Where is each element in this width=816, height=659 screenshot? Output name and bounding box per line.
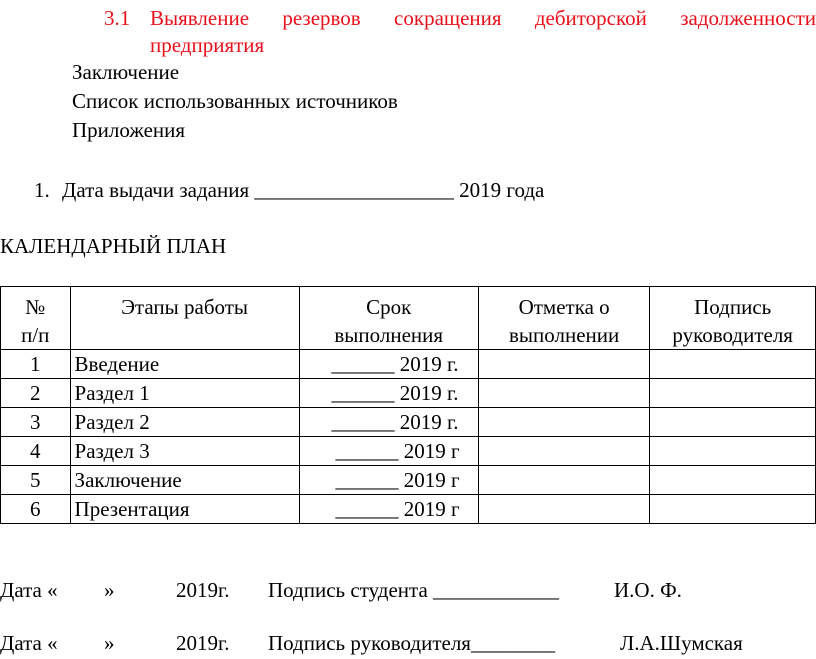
table-row	[1, 379, 816, 408]
row-due: ______ 2019 г.	[299, 350, 478, 379]
supervisor-date-close: »	[104, 631, 115, 655]
row-stage: Раздел 3	[70, 437, 299, 466]
student-date-year: 2019г.	[176, 578, 230, 602]
row-due: ______ 2019 г.	[299, 379, 478, 408]
issue-date-line	[62, 180, 544, 201]
table-row	[1, 437, 816, 466]
row-number: 5	[1, 466, 71, 495]
section-title-line1: Выявление резервов сокращения дебиторской задолженности	[150, 6, 816, 30]
table-row	[1, 495, 816, 524]
student-name: И.О. Ф.	[614, 578, 682, 602]
calendar-plan-table	[0, 286, 816, 524]
plan-title: КАЛЕНДАРНЫЙ ПЛАН	[0, 234, 227, 258]
row-signature-cell[interactable]	[650, 350, 816, 379]
outline-item-appendices: Приложения	[72, 118, 186, 142]
section-title-line2: предприятия	[150, 33, 265, 57]
student-signature-blank: ____________	[433, 578, 560, 602]
row-number: 2	[1, 379, 71, 408]
row-stage: Презентация	[70, 495, 299, 524]
outline-item-references: Список использованных источников	[72, 89, 398, 113]
header-stage: Этапы работы	[70, 287, 299, 350]
header-due: Срок выполнения	[299, 287, 478, 350]
row-mark-cell[interactable]	[478, 408, 649, 437]
supervisor-name: Л.А.Шумская	[620, 631, 743, 655]
row-stage: Заключение	[70, 466, 299, 495]
table-row	[1, 408, 816, 437]
student-date-close: »	[104, 578, 115, 602]
header-signature: Подпись руководителя	[650, 287, 816, 350]
table-row	[1, 350, 816, 379]
row-number: 3	[1, 408, 71, 437]
supervisor-signature-role: Подпись руководителя________	[268, 631, 555, 655]
row-mark-cell[interactable]	[478, 350, 649, 379]
row-number: 6	[1, 495, 71, 524]
row-signature-cell[interactable]	[650, 466, 816, 495]
row-due: ______ 2019 г.	[299, 408, 478, 437]
row-due: ______ 2019 г	[299, 495, 478, 524]
row-stage: Раздел 1	[70, 379, 299, 408]
table-row	[1, 466, 816, 495]
row-mark-cell[interactable]	[478, 495, 649, 524]
row-mark-cell[interactable]	[478, 437, 649, 466]
row-due: ______ 2019 г	[299, 466, 478, 495]
issue-date-suffix: 2019 года	[459, 178, 545, 202]
issue-date-blank: ___________________	[254, 178, 454, 202]
supervisor-date-label: Дата «	[0, 631, 58, 655]
row-signature-cell[interactable]	[650, 379, 816, 408]
row-stage: Введение	[70, 350, 299, 379]
header-number: № п/п	[1, 287, 71, 350]
row-due: ______ 2019 г	[299, 437, 478, 466]
row-mark-cell[interactable]	[478, 379, 649, 408]
row-number: 4	[1, 437, 71, 466]
issue-date-label: Дата выдачи задания	[62, 178, 250, 202]
row-number: 1	[1, 350, 71, 379]
row-mark-cell[interactable]	[478, 466, 649, 495]
row-stage: Раздел 2	[70, 408, 299, 437]
table-header-row	[1, 287, 816, 350]
supervisor-signature-blank: ________	[470, 631, 555, 655]
row-signature-cell[interactable]	[650, 495, 816, 524]
student-date-label: Дата «	[0, 578, 58, 602]
section-number: 3.1	[104, 6, 131, 30]
student-signature-role: Подпись студента ____________	[268, 578, 560, 602]
supervisor-date-year: 2019г.	[176, 631, 230, 655]
issue-date-number: 1.	[34, 178, 50, 202]
header-mark: Отметка о выполнении	[478, 287, 649, 350]
row-signature-cell[interactable]	[650, 408, 816, 437]
outline-item-conclusion: Заключение	[72, 60, 180, 84]
row-signature-cell[interactable]	[650, 437, 816, 466]
